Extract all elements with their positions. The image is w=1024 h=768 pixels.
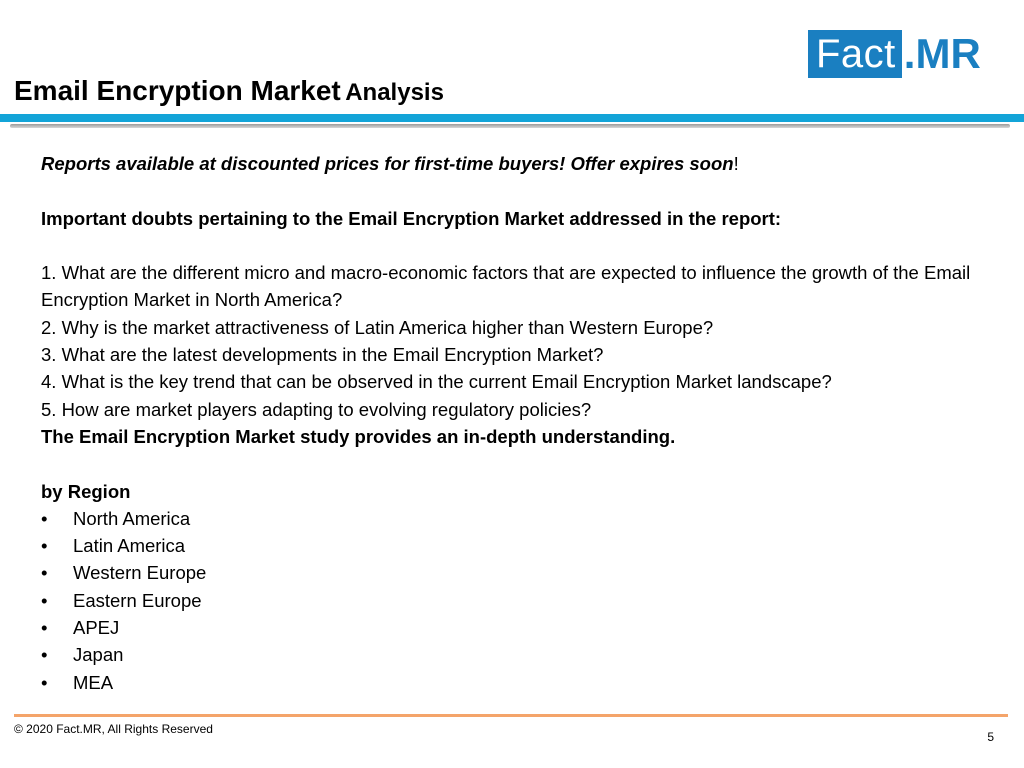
offer-punct: ! [733,153,739,174]
question-4: 4. What is the key trend that can be observed in the current Email Encryption Market landscape? [41,371,832,393]
question-1: 1. What are the different micro and macro-economic factors that are expected to influence the growth of the Email Encryption Market in North America? [41,262,971,311]
title-divider-shadow [10,124,1010,128]
logo-suffix-text: .MR [903,30,981,77]
spacer [41,177,1016,204]
list-item [41,641,1016,668]
spacer [41,232,1016,259]
page-number: 5 [987,730,994,744]
logo-box-text: Fact [808,30,902,78]
title-divider [0,114,1024,122]
offer-text: Reports available at discounted prices for first-time buyers! Offer expires soon [41,153,734,174]
doubts-heading: Important doubts pertaining to the Email Encryption Market addressed in the report: [41,207,782,229]
spacer [41,450,1016,477]
offer-line [41,150,1016,177]
question-3: 3. What are the latest developments in the Email Encryption Market? [41,344,604,366]
list-item [41,614,1016,641]
title-main: Email Encryption Market [14,75,341,106]
region-list [41,505,1016,696]
region-label: Western Europe [73,562,207,584]
slide-body [41,150,1016,696]
bullet-icon: • [41,617,48,639]
list-item [41,505,1016,532]
study-statement: The Email Encryption Market study provides an in-depth understanding. [41,425,676,447]
region-label: North America [73,507,191,529]
bullet-icon: • [41,562,48,584]
copyright-text: © 2020 Fact.MR, All Rights Reserved [14,722,213,736]
bullet-icon: • [41,671,48,693]
page-title [14,75,444,107]
region-label: MEA [73,671,114,693]
factmr-logo [808,30,981,78]
list-item [41,587,1016,614]
question-5: 5. How are market players adapting to evolving regulatory policies? [41,398,592,420]
region-label: Japan [73,644,124,666]
question-2: 2. Why is the market attractiveness of Latin America higher than Western Europe? [41,316,714,338]
bullet-icon: • [41,507,48,529]
bullet-icon: • [41,589,48,611]
bullet-icon: • [41,644,48,666]
region-label: Eastern Europe [73,589,202,611]
bullet-icon: • [41,535,48,557]
region-label: Latin America [73,535,186,557]
region-heading: by Region [41,480,131,502]
list-item [41,559,1016,586]
list-item [41,532,1016,559]
region-label: APEJ [73,617,120,639]
list-item [41,669,1016,696]
title-sub: Analysis [345,79,444,106]
footer-divider [14,714,1008,717]
